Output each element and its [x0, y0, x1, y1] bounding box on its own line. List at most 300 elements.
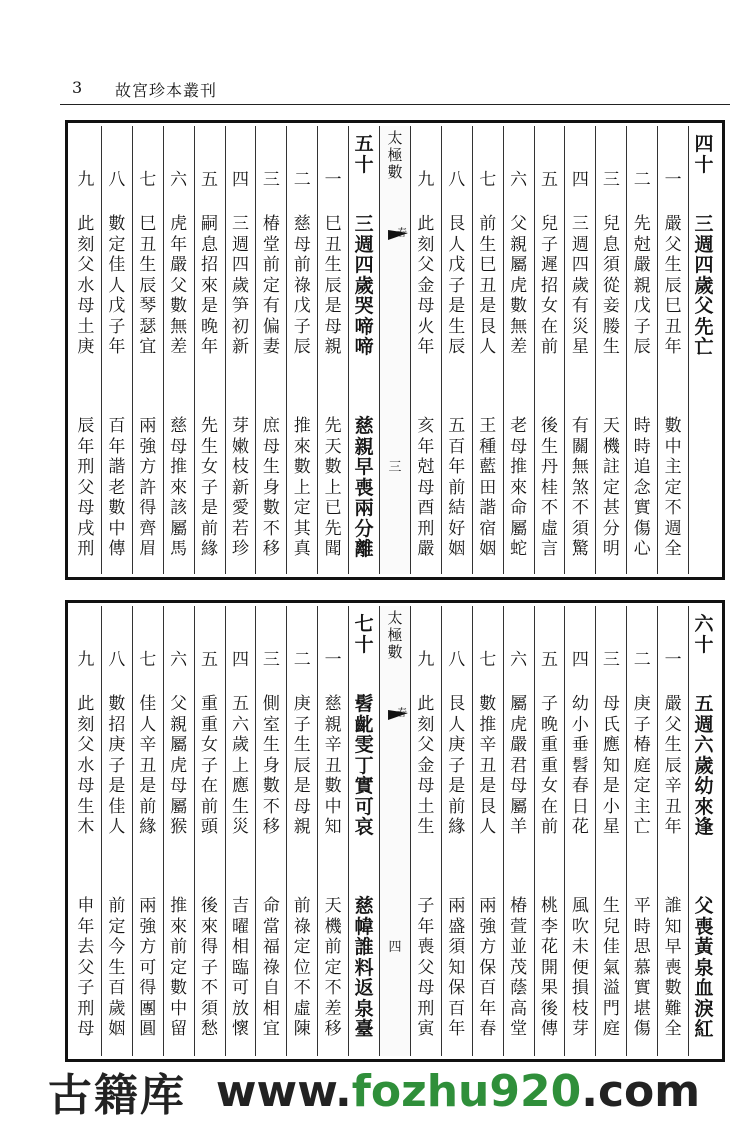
glyph: 先 [201, 416, 219, 436]
glyph: 七 [354, 613, 374, 635]
glyph: 刑 [417, 998, 435, 1019]
glyph: 早 [664, 937, 682, 957]
glyph: 嗣 [201, 214, 219, 234]
glyph: 三 [262, 650, 280, 670]
glyph: 父 [417, 255, 435, 275]
column-number [226, 650, 256, 672]
verse-line-2 [133, 416, 163, 560]
verse-column [194, 606, 225, 1056]
glyph: 子 [541, 234, 559, 255]
verse-line-2 [473, 896, 503, 1040]
column-number [195, 170, 225, 192]
column-number [627, 170, 657, 192]
glyph: 生 [262, 457, 280, 477]
glyph: 四 [231, 255, 249, 275]
glyph: 年 [417, 436, 435, 457]
glyph: 刻 [77, 714, 95, 735]
glyph: 兒 [602, 916, 620, 937]
verse-line-1 [102, 694, 132, 838]
glyph: 後 [541, 998, 559, 1019]
verse-line-1 [71, 214, 101, 358]
glyph: 聞 [324, 539, 342, 559]
verse-line-1 [195, 214, 225, 358]
column-number [256, 170, 286, 192]
verse-column [225, 606, 256, 1056]
glyph: 六 [170, 170, 188, 190]
glyph: 其 [293, 518, 311, 539]
glyph: 定 [170, 957, 188, 978]
glyph: 全 [664, 539, 682, 559]
verse-column [163, 606, 194, 1056]
glyph: 年 [77, 436, 95, 457]
glyph: 生 [108, 957, 126, 978]
page-header [60, 78, 730, 102]
glyph: 血 [694, 977, 714, 999]
glyph: 母 [77, 498, 95, 518]
verse-line-2 [71, 416, 101, 560]
glyph: 數 [479, 694, 497, 714]
glyph: 未 [571, 937, 589, 957]
column-row [71, 606, 719, 1056]
glyph: 返 [354, 977, 374, 999]
glyph: 五 [448, 416, 466, 436]
column-number [627, 650, 657, 672]
glyph: 親 [510, 234, 528, 255]
glyph: 父 [77, 255, 95, 275]
glyph: 水 [77, 275, 95, 296]
glyph: 花 [571, 817, 589, 837]
glyph: 嚴 [510, 735, 528, 755]
glyph: 差 [510, 337, 528, 357]
glyph: 春 [571, 776, 589, 796]
text-block-bottom [65, 600, 725, 1062]
glyph: 三 [571, 214, 589, 234]
glyph: 心 [633, 539, 651, 559]
glyph: 啼 [354, 336, 374, 358]
glyph: 女 [541, 776, 559, 796]
verse-line-1 [473, 214, 503, 358]
glyph: 屬 [170, 735, 188, 755]
glyph: 丑 [479, 275, 497, 296]
glyph: 實 [633, 978, 651, 998]
glyph: 五 [201, 650, 219, 670]
glyph: 兩 [354, 497, 374, 519]
glyph: 馬 [170, 539, 188, 559]
verse-line-2 [442, 416, 472, 560]
glyph: 母 [417, 477, 435, 498]
glyph: 屬 [170, 518, 188, 539]
glyph: 應 [602, 735, 620, 755]
glyph: 緣 [139, 817, 157, 837]
glyph: 泉 [694, 956, 714, 979]
glyph: 人 [479, 817, 497, 837]
glyph: 親 [633, 275, 651, 296]
verse-line-1 [565, 214, 595, 358]
glyph: 臺 [354, 1018, 374, 1040]
glyph: 百 [108, 416, 126, 436]
glyph: 此 [77, 694, 95, 714]
glyph: 四 [354, 254, 374, 276]
watermark [0, 1060, 748, 1122]
glyph: 母 [510, 436, 528, 457]
glyph: 數 [387, 643, 403, 661]
glyph: 丑 [324, 234, 342, 255]
glyph: 金 [417, 275, 435, 296]
glyph: 辰 [293, 755, 311, 776]
glyph: 前 [201, 518, 219, 539]
glyph: 慕 [633, 957, 651, 978]
glyph: 來 [510, 477, 528, 498]
verse-line-1 [535, 214, 565, 358]
verse-line-2 [565, 416, 595, 560]
glyph: 十 [694, 153, 714, 176]
glyph: 前 [139, 796, 157, 817]
glyph: 親 [293, 817, 311, 837]
glyph: 庚 [293, 694, 311, 714]
verse-line-2 [411, 416, 441, 560]
glyph: 庶 [262, 416, 280, 436]
glyph: 黃 [694, 936, 714, 958]
glyph: 三 [694, 213, 714, 235]
glyph: 歲 [694, 274, 714, 297]
glyph: 母 [77, 296, 95, 316]
glyph: 齔 [354, 713, 374, 736]
glyph: 週 [231, 234, 249, 255]
glyph: 留 [170, 1019, 188, 1039]
glyph: 母 [170, 436, 188, 457]
glyph: 知 [602, 755, 620, 776]
glyph: 七 [479, 650, 497, 670]
glyph: 哭 [354, 295, 374, 317]
verse-column [657, 126, 688, 574]
glyph: 歲 [231, 275, 249, 296]
glyph: 丁 [354, 754, 374, 777]
glyph: 慈 [354, 895, 374, 917]
glyph: 差 [170, 337, 188, 357]
verse-line-1 [473, 694, 503, 838]
glyph: 中 [108, 518, 126, 539]
glyph: 父 [417, 957, 435, 978]
verse-line-1 [164, 694, 194, 838]
glyph: 水 [77, 755, 95, 776]
column-number [287, 650, 317, 672]
glyph: 念 [633, 477, 651, 498]
verse-column [255, 606, 286, 1056]
glyph: 母 [324, 316, 342, 337]
glyph: 曜 [231, 916, 249, 937]
glyph: 椿 [633, 735, 651, 755]
glyph: 君 [510, 755, 528, 776]
glyph: 雯 [354, 734, 374, 756]
glyph: 無 [170, 316, 188, 337]
glyph: 子 [448, 275, 466, 296]
column-number [349, 614, 379, 666]
verse-column [410, 606, 441, 1056]
glyph: 開 [541, 957, 559, 978]
glyph: 五 [231, 694, 249, 714]
glyph: 紅 [694, 1018, 714, 1040]
glyph: 姻 [448, 539, 466, 559]
glyph: 刑 [417, 518, 435, 539]
glyph: 上 [324, 477, 342, 498]
verse-line-1 [195, 694, 225, 838]
glyph: 妻 [262, 337, 280, 357]
glyph: 八 [108, 650, 126, 670]
glyph: 父 [77, 735, 95, 755]
glyph: 新 [231, 337, 249, 357]
glyph: 先 [633, 214, 651, 234]
verse-column [441, 606, 472, 1056]
verse-column [132, 606, 163, 1056]
glyph: 得 [201, 937, 219, 957]
glyph: 五 [354, 133, 374, 155]
glyph: 去 [77, 937, 95, 957]
glyph: 巳 [664, 296, 682, 316]
glyph: 屬 [170, 796, 188, 817]
separator-mark-label: 春 [396, 228, 407, 239]
glyph: 子 [633, 714, 651, 735]
book-title: 故宮珍本叢刊 [115, 81, 218, 100]
glyph: 蔭 [510, 978, 528, 998]
verse-column [564, 126, 595, 574]
glyph: 數 [664, 978, 682, 998]
glyph: 七 [139, 650, 157, 670]
glyph: 六 [510, 170, 528, 190]
glyph: 庭 [633, 755, 651, 776]
column-number [442, 650, 472, 672]
verse-line-2 [287, 896, 317, 1040]
glyph: 佳 [139, 694, 157, 714]
glyph: 機 [602, 436, 620, 457]
glyph: 芽 [571, 1019, 589, 1039]
verse-line-2 [535, 416, 565, 560]
glyph: 命 [510, 498, 528, 518]
glyph: 吹 [571, 916, 589, 937]
glyph: 三 [354, 213, 374, 235]
glyph: 災 [231, 817, 249, 837]
verse-line-2 [102, 416, 132, 560]
glyph: 人 [448, 234, 466, 255]
glyph: 十 [354, 633, 374, 656]
verse-line-2 [287, 416, 317, 560]
glyph: 五 [694, 693, 714, 715]
glyph: 兩 [479, 896, 497, 916]
glyph: 庚 [448, 735, 466, 755]
glyph: 土 [417, 796, 435, 817]
glyph: 分 [354, 517, 374, 540]
glyph: 前 [479, 214, 497, 234]
glyph: 祿 [293, 916, 311, 937]
column-number [565, 170, 595, 192]
verse-line-1 [318, 214, 348, 358]
glyph: 晚 [541, 714, 559, 735]
column-number [164, 170, 194, 192]
glyph: 桂 [541, 477, 559, 498]
glyph: 離 [354, 538, 374, 560]
column-number [411, 650, 441, 672]
glyph: 母 [417, 296, 435, 316]
glyph: 來 [170, 916, 188, 937]
glyph: 五 [201, 170, 219, 190]
verse-line-2 [349, 896, 379, 1040]
glyph: 父 [170, 275, 188, 296]
glyph: 一 [324, 650, 342, 670]
glyph: 天 [602, 416, 620, 436]
glyph: 週 [664, 518, 682, 539]
verse-column [225, 126, 256, 574]
glyph: 有 [571, 296, 589, 316]
verse-column [626, 126, 657, 574]
glyph: 果 [541, 978, 559, 998]
glyph: 髫 [354, 693, 374, 715]
glyph: 二 [293, 650, 311, 670]
verse-column [564, 606, 595, 1056]
glyph: 應 [231, 776, 249, 796]
column-number [195, 650, 225, 672]
column-number [689, 614, 719, 666]
glyph: 不 [324, 978, 342, 998]
glyph: 遲 [541, 255, 559, 275]
glyph: 慈 [354, 415, 374, 437]
glyph: 得 [139, 498, 157, 518]
glyph: 追 [633, 457, 651, 477]
glyph: 方 [139, 937, 157, 957]
glyph: 生 [541, 436, 559, 457]
verse-line-2 [71, 896, 101, 1040]
verse-line-2 [596, 416, 626, 560]
glyph: 實 [633, 498, 651, 518]
glyph: 身 [262, 755, 280, 776]
glyph: 傳 [108, 539, 126, 559]
glyph: 父 [510, 214, 528, 234]
glyph: 差 [324, 998, 342, 1019]
glyph: 十 [694, 633, 714, 656]
glyph: 週 [354, 233, 374, 256]
glyph: 生 [448, 316, 466, 337]
verse-line-2 [658, 896, 688, 1040]
verse-line-1 [349, 694, 379, 838]
glyph: 已 [324, 498, 342, 518]
verse-line-2 [349, 416, 379, 560]
verse-line-2 [164, 896, 194, 1040]
glyph: 可 [139, 957, 157, 978]
glyph: 佳 [602, 937, 620, 957]
glyph: 父 [664, 234, 682, 255]
glyph: 太 [387, 609, 403, 627]
glyph: 蛇 [510, 539, 528, 559]
glyph: 辛 [479, 735, 497, 755]
glyph: 推 [510, 457, 528, 477]
glyph: 親 [324, 714, 342, 735]
glyph: 三 [602, 170, 620, 190]
watermark-url-prefix: www. [215, 1065, 352, 1117]
glyph: 戊 [108, 296, 126, 316]
glyph: 數 [510, 296, 528, 316]
column-number [256, 650, 286, 672]
glyph: 丑 [479, 755, 497, 776]
glyph: 前 [293, 896, 311, 916]
column-number [535, 170, 565, 192]
glyph: 傷 [633, 518, 651, 539]
glyph: 在 [541, 796, 559, 817]
glyph: 戌 [77, 518, 95, 539]
glyph: 生 [602, 337, 620, 357]
glyph: 庚 [633, 694, 651, 714]
glyph: 虎 [170, 214, 188, 234]
glyph: 母 [417, 776, 435, 796]
glyph: 辰 [293, 337, 311, 357]
separator-page-number [380, 458, 410, 479]
glyph: 並 [510, 937, 528, 957]
verse-line-2 [195, 416, 225, 560]
verse-line-1 [256, 214, 286, 358]
glyph: 申 [77, 896, 95, 916]
glyph: 定 [324, 957, 342, 978]
verse-line-1 [226, 214, 256, 358]
column-number [318, 170, 348, 192]
glyph: 方 [479, 937, 497, 957]
glyph: 定 [633, 776, 651, 796]
glyph: 是 [108, 776, 126, 796]
glyph: 丑 [664, 316, 682, 337]
glyph: 來 [293, 436, 311, 457]
page-number: 3 [72, 78, 83, 97]
glyph: 逢 [694, 816, 714, 838]
verse-line-2 [256, 416, 286, 560]
glyph: 可 [231, 978, 249, 998]
verse-line-1 [318, 694, 348, 838]
column-number [596, 170, 626, 192]
glyph: 七 [139, 170, 157, 190]
column-number [689, 134, 719, 186]
glyph: 老 [108, 477, 126, 498]
glyph: 不 [262, 796, 280, 817]
glyph: 緣 [448, 817, 466, 837]
glyph: 料 [354, 956, 374, 979]
glyph: 泉 [354, 997, 374, 1020]
glyph: 可 [354, 795, 374, 818]
glyph: 一 [664, 170, 682, 190]
glyph: 丹 [541, 457, 559, 477]
glyph: 生 [293, 735, 311, 755]
glyph: 三 [262, 170, 280, 190]
glyph: 歲 [694, 754, 714, 777]
glyph: 傳 [541, 1019, 559, 1039]
glyph: 推 [479, 714, 497, 735]
verse-line-2 [627, 416, 657, 560]
glyph: 兩 [139, 896, 157, 916]
glyph: 驚 [571, 539, 589, 559]
glyph: 明 [602, 539, 620, 559]
glyph: 前 [541, 337, 559, 357]
glyph: 戊 [293, 296, 311, 316]
glyph: 身 [262, 477, 280, 498]
glyph: 艮 [479, 316, 497, 337]
glyph: 羊 [510, 817, 528, 837]
glyph: 數 [170, 296, 188, 316]
glyph: 子 [201, 755, 219, 776]
glyph: 數 [108, 498, 126, 518]
glyph: 年 [108, 436, 126, 457]
glyph: 四 [694, 254, 714, 276]
glyph: 茂 [510, 957, 528, 978]
verse-column [472, 606, 503, 1056]
glyph: 椿 [262, 214, 280, 234]
separator-column [379, 606, 410, 1056]
glyph: 招 [108, 714, 126, 735]
glyph: 兩 [139, 416, 157, 436]
glyph: 春 [479, 1019, 497, 1039]
